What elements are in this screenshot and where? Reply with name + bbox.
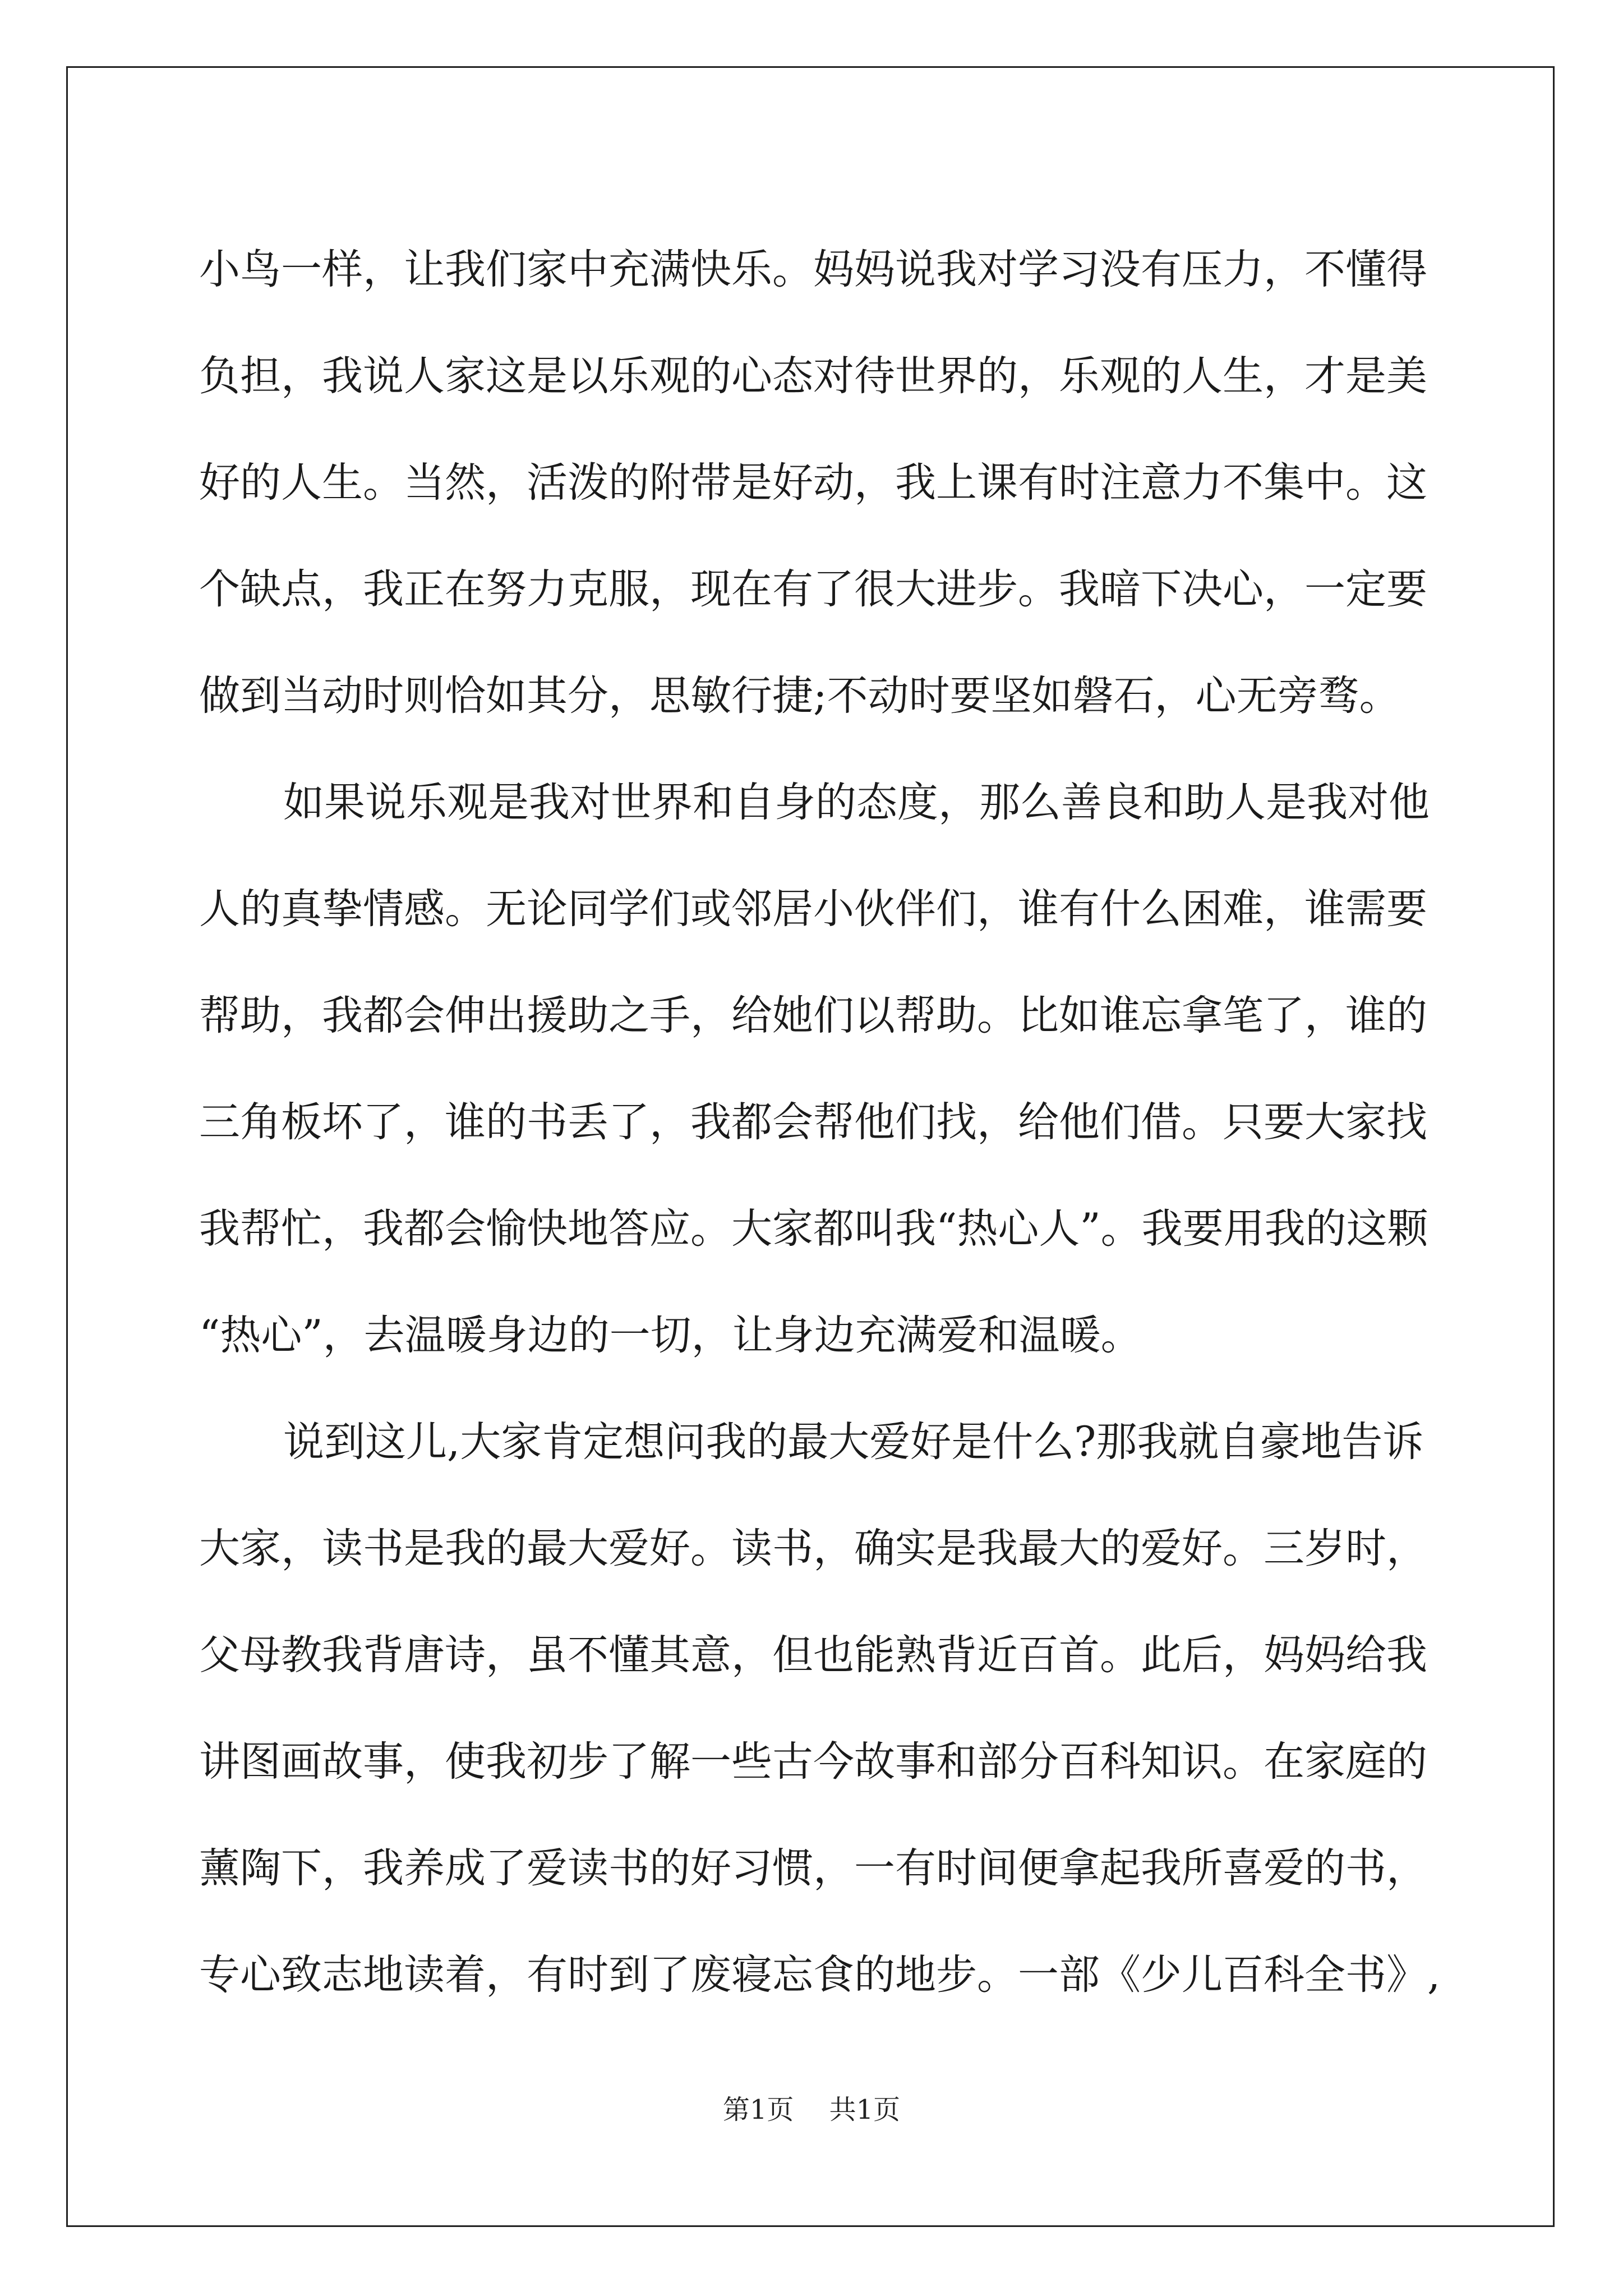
text-line: 专心致志地读着，有时到了废寝忘食的地步。一部《少儿百科全书》, bbox=[199, 1950, 1441, 1999]
text-line: 负担，我说人家这是以乐观的心态对待世界的，乐观的人生，才是美 bbox=[199, 352, 1427, 400]
page-number: 第1页 bbox=[722, 2094, 794, 2125]
text-line: 三角板坏了，谁的书丢了，我都会帮他们找，给他们借。只要大家找 bbox=[199, 1098, 1427, 1146]
page-footer bbox=[0, 2088, 1623, 2127]
text-line: 小鸟一样，让我们家中充满快乐。妈妈说我对学习没有压力，不懂得 bbox=[199, 245, 1427, 293]
text-line: 大家，读书是我的最大爱好。读书，确实是我最大的爱好。三岁时， bbox=[199, 1524, 1427, 1572]
text-line: 父母教我背唐诗，虽不懂其意，但也能熟背近百首。此后，妈妈给我 bbox=[199, 1631, 1427, 1679]
text-line: 个缺点，我正在努力克服，现在有了很大进步。我暗下决心，一定要 bbox=[199, 565, 1427, 613]
text-line: 好的人生。当然，活泼的附带是好动，我上课有时注意力不集中。这 bbox=[199, 458, 1427, 507]
text-line: 人的真挚情感。无论同学们或邻居小伙伴们，谁有什么困难，谁需要 bbox=[199, 885, 1427, 933]
text-line: 讲图画故事，使我初步了解一些古今故事和部分百科知识。在家庭的 bbox=[199, 1737, 1427, 1786]
text-line: “热心”，去温暖身边的一切，让身边充满爱和温暖。 bbox=[199, 1311, 1142, 1359]
document-body bbox=[199, 212, 1441, 2024]
text-line: 我帮忙，我都会愉快地答应。大家都叫我“热心人”。我要用我的这颗 bbox=[199, 1204, 1428, 1253]
total-pages: 共1页 bbox=[829, 2094, 901, 2125]
text-line: 做到当动时则恰如其分，思敏行捷;不动时要坚如磐石，心无旁骛。 bbox=[199, 671, 1400, 720]
paragraph-start-line: 如果说乐观是我对世界和自身的态度，那么善良和助人是我对他 bbox=[283, 778, 1430, 826]
text-line: 薰陶下，我养成了爱读书的好习惯，一有时间便拿起我所喜爱的书， bbox=[199, 1844, 1427, 1892]
text-line: 帮助，我都会伸出援助之手，给她们以帮助。比如谁忘拿笔了，谁的 bbox=[199, 991, 1427, 1039]
paragraph-start-line: 说到这儿,大家肯定想问我的最大爱好是什么?那我就自豪地告诉 bbox=[283, 1418, 1424, 1466]
